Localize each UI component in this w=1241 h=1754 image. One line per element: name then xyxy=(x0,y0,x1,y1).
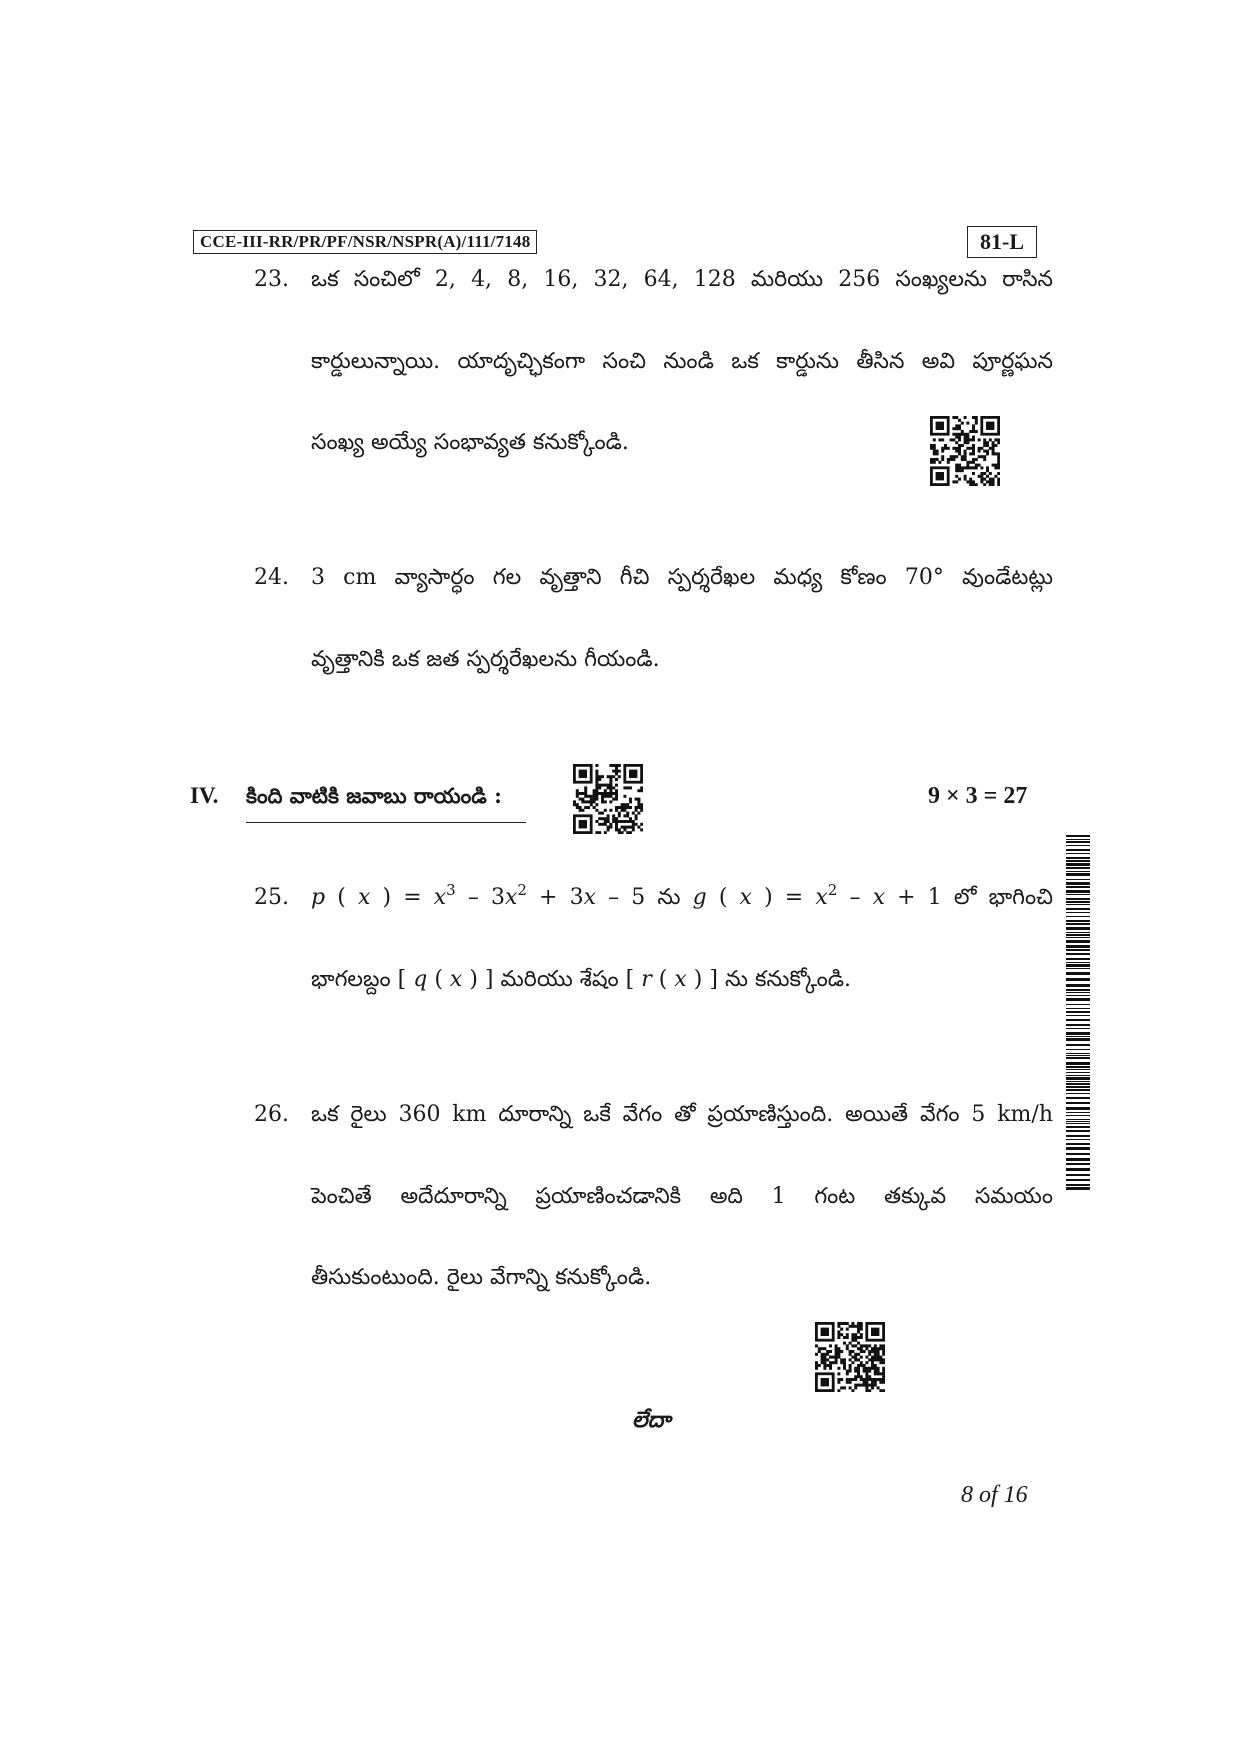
page-number: 8 of 16 xyxy=(961,1482,1028,1508)
question-23-line-1: ఒక సంచిలో 2, 4, 8, 16, 32, 64, 128 మరియు 256 సంఖ్యలను రాసిన xyxy=(311,267,1053,292)
question-number-24: 24. xyxy=(254,565,289,590)
quotient-expression: [ q ( x ) ] xyxy=(397,967,494,992)
question-25-remainder-label: మరియు శేషం xyxy=(500,967,619,992)
question-23-line-2: కార్డులున్నాయి. యాదృచ్ఛికంగా సంచి నుండి ఒక కార్డును తీసిన అవి పూర్ణఘన xyxy=(311,349,1053,374)
question-25-line-1 xyxy=(311,883,1053,913)
question-25-tail-3: ను కనుక్కోండి. xyxy=(724,967,852,992)
barcode-icon xyxy=(1066,835,1090,1191)
question-number-23: 23. xyxy=(254,267,289,292)
section-number: IV. xyxy=(190,783,219,808)
question-number-26: 26. xyxy=(254,1102,289,1127)
remainder-expression: [ r ( x ) ] xyxy=(625,967,718,992)
question-25-line-2 xyxy=(311,965,851,995)
question-number-25: 25. xyxy=(254,885,289,910)
question-24-line-2: వృత్తానికి ఒక జత స్పర్శరేఖలను గీయండి. xyxy=(311,647,660,672)
section-title: కింది వాటికి జవాబు రాయండి : xyxy=(246,783,526,823)
qr-code-icon xyxy=(573,764,643,834)
question-25-quotient-label: భాగలబ్దం xyxy=(311,967,391,992)
polynomial-g: g ( x ) = $x^2 - x + 1$ xyxy=(692,881,942,910)
question-23-line-3: సంఖ్య అయ్యే సంభావ్యత కనుక్కోండి. xyxy=(311,430,629,455)
question-24-line-1: 3 cm వ్యాసార్ధం గల వృత్తాని గీచి స్పర్శరేఖల మధ్య కోణం 70° వుండేటట్లు xyxy=(311,565,1053,590)
question-26-line-2: పెంచితే అదేదూరాన్ని ప్రయాణించడానికి అది 1 గంట తక్కువ సమయం xyxy=(311,1184,1053,1209)
paper-code: 81-L xyxy=(967,226,1037,258)
polynomial-p: p ( x ) = $x^3 - 3x^2 + 3x - 5$ xyxy=(311,881,646,910)
or-label: లేదా xyxy=(632,1407,671,1433)
section-marks: 9 × 3 = 27 xyxy=(928,783,1028,809)
qr-code-icon xyxy=(930,416,1000,486)
question-26-line-1: ఒక రైలు 360 km దూరాన్ని ఒకే వేగం తో ప్రయాణిస్తుంది. అయితే వేగం 5 km/h xyxy=(311,1102,1053,1127)
exam-code: CCE-III-RR/PR/PF/NSR/NSPR(A)/111/7148 xyxy=(193,230,537,254)
question-25-tail-1: ను xyxy=(657,885,681,910)
qr-code-icon xyxy=(815,1322,885,1392)
question-26-line-3: తీసుకుంటుంది. రైలు వేగాన్ని కనుక్కోండి. xyxy=(311,1265,652,1290)
question-25-tail-2: లో భాగించి xyxy=(953,885,1053,910)
